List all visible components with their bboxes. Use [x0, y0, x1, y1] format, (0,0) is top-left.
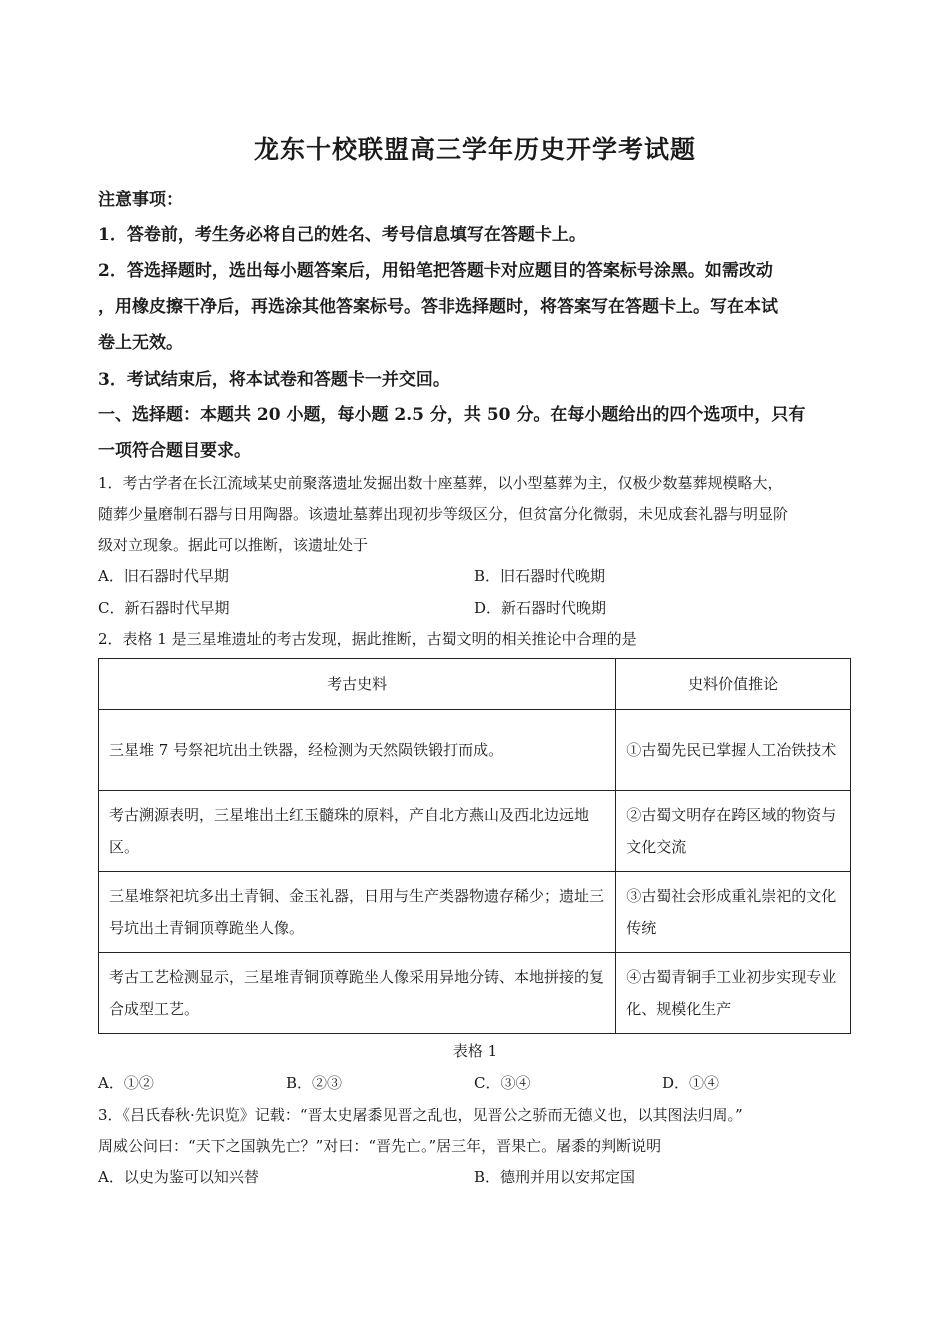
q2-option-d: D．①④	[662, 1074, 720, 1092]
table-cell: 三星堆 7 号祭祀坑出土铁器，经检测为天然陨铁锻打而成。	[99, 710, 616, 791]
table-header-row	[99, 659, 851, 710]
exam-title: 龙东十校联盟高三学年历史开学考试题	[253, 135, 696, 164]
q1-option-b: B．旧石器时代晚期	[474, 567, 606, 585]
table-cell: ④古蜀青铜手工业初步实现专业化、规模化生产	[616, 953, 851, 1034]
section-heading: 一、选择题：本题共 20 小题，每小题 2.5 分，共 50 分。在每小题给出的四个选项中，只有	[98, 405, 806, 425]
question-3-stem: 周威公问曰：“天下之国孰先亡？”对曰：“晋先亡。”居三年，晋果亡。屠黍的判断说明	[98, 1137, 662, 1155]
question-1-stem: 随葬少量磨制石器与日用陶器。该遗址墓葬出现初步等级区分，但贫富分化微弱，未见成套礼器与明显阶	[98, 505, 789, 523]
table-cell: ①古蜀先民已掌握人工冶铁技术	[616, 710, 851, 791]
q2-option-c: C．③④	[474, 1074, 531, 1092]
notice-line: ，用橡皮擦干净后，再选涂其他答案标号。答非选择题时，将答案写在答题卡上。写在本试	[98, 297, 778, 317]
question-2-stem: 2．表格 1 是三星堆遗址的考古发现，据此推断，古蜀文明的相关推论中合理的是	[98, 630, 637, 648]
table-cell: 考古溯源表明，三星堆出土红玉髓珠的原料，产自北方燕山及西北边远地区。	[99, 791, 616, 872]
notice-line: 3．考试结束后，将本试卷和答题卡一并交回。	[98, 370, 450, 390]
q1-option-a: A．旧石器时代早期	[98, 567, 229, 585]
table-row	[99, 710, 851, 791]
table-row	[99, 791, 851, 872]
q1-option-d: D．新石器时代晚期	[474, 599, 607, 617]
table-cell: ③古蜀社会形成重礼崇祀的文化传统	[616, 872, 851, 953]
table-caption: 表格 1	[452, 1042, 498, 1060]
q1-option-c: C．新石器时代早期	[98, 599, 230, 617]
q3-option-a: A．以史为鉴可以知兴替	[98, 1168, 259, 1186]
table-row	[99, 872, 851, 953]
question-1-stem: 1．考古学者在长江流域某史前聚落遗址发掘出数十座墓葬，以小型墓葬为主，仅极少数墓葬规模略大，	[98, 474, 783, 492]
source-table	[98, 658, 851, 1034]
q2-option-a: A．①②	[98, 1074, 154, 1092]
section-heading: 一项符合题目要求。	[98, 441, 251, 461]
notice-line: 1．答卷前，考生务必将自己的姓名、考号信息填写在答题卡上。	[98, 225, 586, 245]
table-row	[99, 953, 851, 1034]
q2-option-b: B．②③	[286, 1074, 343, 1092]
q3-option-b: B．德刑并用以安邦定国	[474, 1168, 636, 1186]
notice-heading: 注意事项：	[98, 190, 183, 210]
table-cell: 考古工艺检测显示，三星堆青铜顶尊跪坐人像采用异地分铸、本地拼接的复合成型工艺。	[99, 953, 616, 1034]
table-header: 史料价值推论	[616, 659, 851, 710]
table-cell: 三星堆祭祀坑多出土青铜、金玉礼器，日用与生产类器物遗存稀少；遗址三号坑出土青铜顶尊跪坐人像。	[99, 872, 616, 953]
question-3-stem: 3．《吕氏春秋·先识览》记载：“晋太史屠黍见晋之乱也，见晋公之骄而无德义也，以其图法归周。”	[98, 1106, 743, 1124]
notice-line: 卷上无效。	[98, 333, 183, 353]
table-cell: ②古蜀文明存在跨区域的物资与文化交流	[616, 791, 851, 872]
question-1-stem: 级对立现象。据此可以推断，该遗址处于	[98, 536, 369, 554]
notice-line: 2．答选择题时，选出每小题答案后，用铅笔把答题卡对应题目的答案标号涂黑。如需改动	[98, 261, 773, 281]
table-header: 考古史料	[99, 659, 616, 710]
